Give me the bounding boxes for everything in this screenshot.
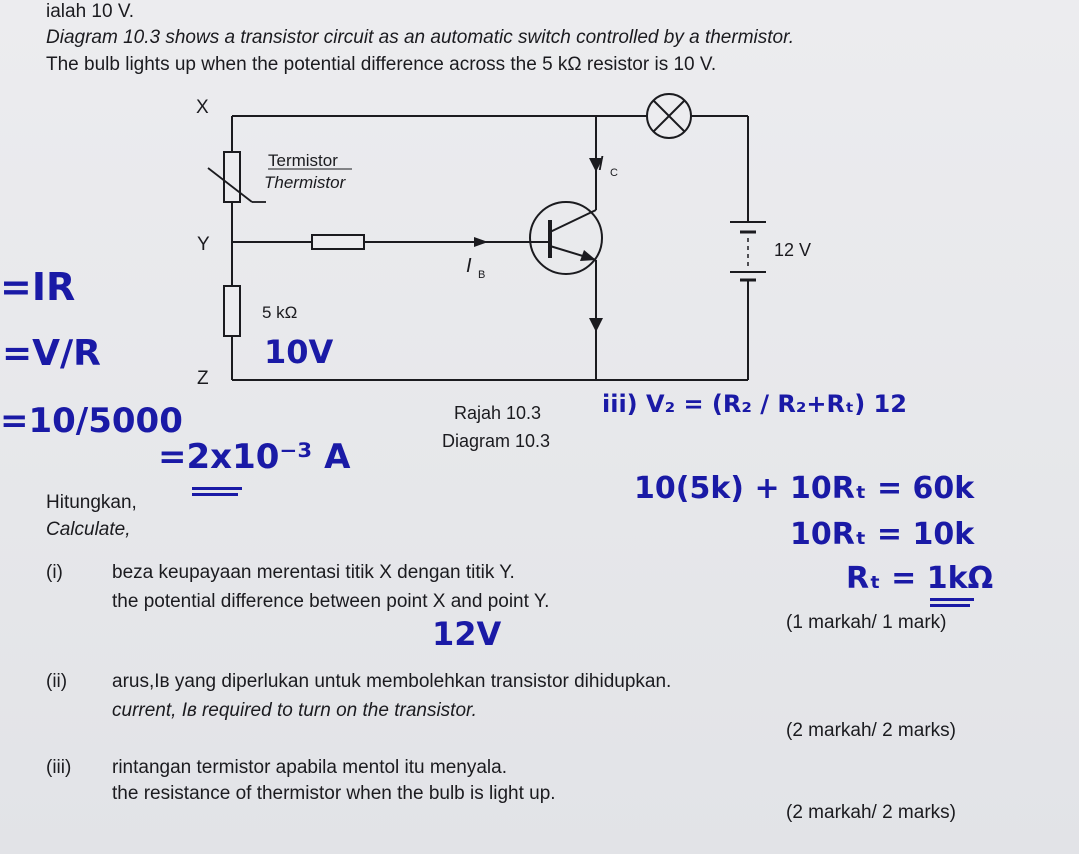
hw-underline-4 xyxy=(930,604,970,607)
hw-underline-1 xyxy=(192,487,242,490)
battery-icon xyxy=(730,222,766,280)
q2-number: (ii) xyxy=(46,671,68,692)
ib-subscript: B xyxy=(478,269,486,281)
q3-marks: (2 markah/ 2 marks) xyxy=(786,802,956,823)
hw-eq3: Rₜ = 1kΩ xyxy=(846,561,994,596)
thermistor-label-ms: Termistor xyxy=(268,151,338,170)
base-resistor-icon xyxy=(312,235,364,249)
q1-text-en: the potential difference between point X and point Y. xyxy=(112,591,550,612)
resistor-5k-icon xyxy=(224,286,240,336)
thermistor-label-en: Thermistor xyxy=(264,173,346,192)
emitter-current-arrow-icon xyxy=(589,318,603,332)
hw-vr: =V/R xyxy=(2,333,101,374)
hw-eq2: 10Rₜ = 10k xyxy=(790,517,975,552)
caption-ms: Rajah 10.3 xyxy=(454,403,542,423)
hw-underline-3 xyxy=(930,598,974,601)
hw-division: =10/5000 xyxy=(0,401,183,441)
q1-marks: (1 markah/ 1 mark) xyxy=(786,612,947,633)
q2-text-ms: arus,Iʙ yang diperlukan untuk membolehkan transistor dihidupkan. xyxy=(112,671,672,692)
label-x: X xyxy=(196,97,209,118)
label-y: Y xyxy=(197,234,210,255)
thermistor-icon xyxy=(208,152,266,202)
hw-iii-formula: iii) V₂ = (R₂ / R₂+Rₜ) 12 xyxy=(602,390,907,418)
q3-number: (iii) xyxy=(46,757,72,778)
calc-label-en: Calculate, xyxy=(46,519,131,540)
hw-eq1: 10(5k) + 10Rₜ = 60k xyxy=(634,471,975,506)
transistor-icon xyxy=(530,202,602,274)
q1-number: (i) xyxy=(46,562,63,583)
calc-label-ms: Hitungkan, xyxy=(46,492,137,513)
hw-12v: 12V xyxy=(432,615,502,653)
ic-symbol: I xyxy=(598,153,604,175)
base-current-arrow-icon xyxy=(474,237,488,247)
hw-ir: =IR xyxy=(0,265,76,309)
hw-10v: 10V xyxy=(264,333,334,371)
q2-marks: (2 markah/ 2 marks) xyxy=(786,720,956,741)
q2-text-en: current, Iʙ required to turn on the transistor. xyxy=(112,700,477,721)
header-line-2: The bulb lights up when the potential difference across the 5 kΩ resistor is 10 V. xyxy=(46,54,717,75)
label-z: Z xyxy=(197,368,209,389)
q3-text-ms: rintangan termistor apabila mentol itu menyala. xyxy=(112,757,507,778)
q3-text-en: the resistance of thermistor when the bulb is light up. xyxy=(112,783,556,804)
hw-underline-2 xyxy=(192,493,238,496)
q1-text-ms: beza keupayaan merentasi titik X dengan titik Y. xyxy=(112,562,515,583)
header-line-1: Diagram 10.3 shows a transistor circuit as an automatic switch controlled by a thermistor. xyxy=(46,27,794,48)
bulb-icon xyxy=(647,94,691,138)
ib-symbol: I xyxy=(466,255,472,277)
ic-subscript: C xyxy=(610,167,618,179)
resistor-value-label: 5 kΩ xyxy=(262,303,298,322)
battery-voltage-label: 12 V xyxy=(774,240,812,260)
hw-result: =2x10⁻³ A xyxy=(158,437,351,477)
caption-en: Diagram 10.3 xyxy=(442,431,551,451)
header-line-0: ialah 10 V. xyxy=(46,1,135,22)
